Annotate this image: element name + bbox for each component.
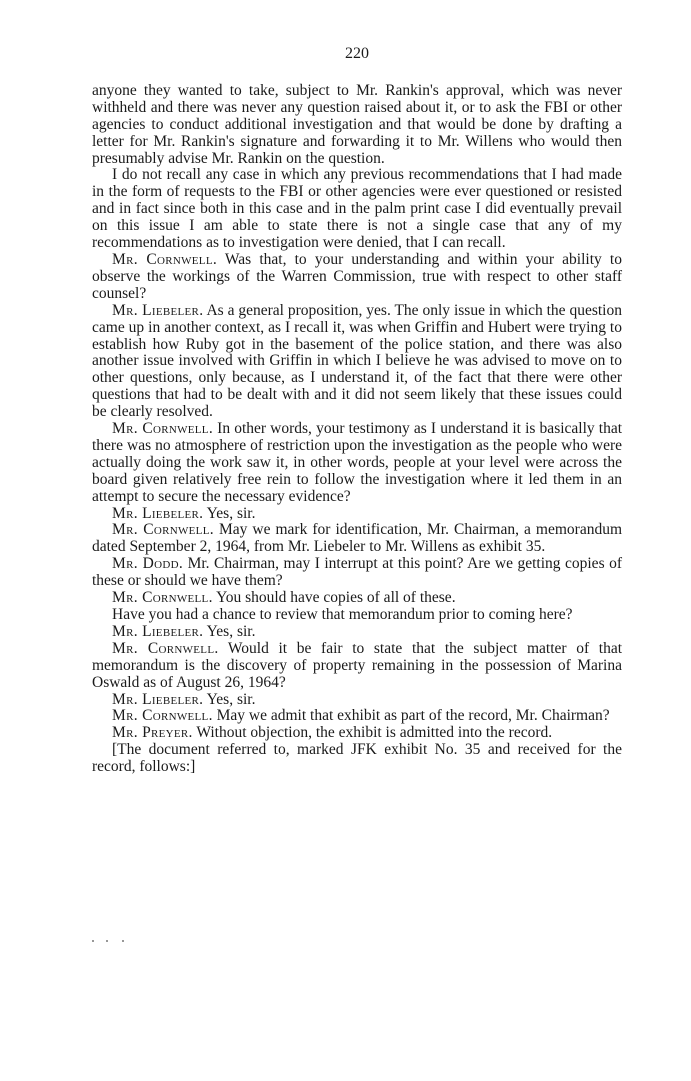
- paragraph: [92, 641, 622, 692]
- paragraph-text: You should have copies of all of these.: [216, 589, 456, 607]
- speaker-name: Mr. Preyer.: [112, 724, 193, 742]
- paragraph: [92, 624, 622, 641]
- document-page: [92, 46, 622, 776]
- paragraph: [92, 252, 622, 303]
- page-number: 220: [345, 45, 369, 62]
- speaker-name: Mr. Cornwell.: [112, 707, 213, 725]
- paragraph: [92, 692, 622, 709]
- paragraph: [92, 303, 622, 421]
- paragraph-text: As a general proposition, yes. The only issue in which the question came up in another context, as I recall it, was when Griffin and Hubert were trying to establish how Ruby got in the basement of the police station, and there was also another issue involved with Griffin in which I believe he was advised to move on to other questions, only because, as I understand it, of the fact that there were other questions that had to be dealt with and it did not seem likely that these issues could be clearly resolved.: [92, 301, 622, 421]
- speaker-name: Mr. Cornwell.: [112, 521, 214, 539]
- paragraph: [92, 506, 622, 523]
- paragraph-text: I do not recall any case in which any previous recommendations that I had made in the form of requests to the FBI or other agencies were ever questioned or resisted and in fact since both in this case and in the palm print case I did eventually prevail on this issue I am able to state there is not a single case that any of my recommendations as to investigation were denied, that I can recall.: [92, 166, 622, 252]
- paragraph-text: Without objection, the exhibit is admitted into the record.: [196, 724, 553, 742]
- paragraph-text: Mr. Chairman, may I interrupt at this point? Are we getting copies of these or should we have them?: [92, 555, 623, 590]
- scan-speck: [106, 940, 108, 942]
- paragraph-text: Yes, sir.: [206, 504, 256, 522]
- speaker-name: Mr. Cornwell.: [112, 639, 219, 657]
- speaker-name: Mr. Cornwell.: [112, 589, 213, 607]
- paragraph-text: Have you had a chance to review that memorandum prior to coming here?: [112, 606, 573, 623]
- paragraph: [92, 83, 622, 168]
- paragraph-text: anyone they wanted to take, subject to Mr. Rankin's approval, which was never withheld and there was never any question raised about it, or to ask the FBI or other agencies to conduct additional investigation and that would be done by drafting a letter for Mr. Rankin's signature and forwarding it to Mr. Willens who would then presumably advise Mr. Rankin on the question.: [92, 81, 622, 167]
- paragraph: [92, 421, 622, 506]
- scan-speck: [122, 940, 124, 942]
- speaker-name: Mr. Liebeler.: [112, 622, 204, 640]
- paragraph-text: May we mark for identification, Mr. Chairman, a memorandum dated September 2, 1964, from Mr. Liebeler to Mr. Willens as exhibit 35.: [92, 521, 622, 556]
- paragraph-text: Yes, sir.: [206, 690, 256, 708]
- speaker-name: Mr. Liebeler.: [112, 301, 204, 319]
- speaker-name: Mr. Liebeler.: [112, 690, 204, 708]
- paragraph: [92, 522, 622, 556]
- paragraph: [92, 725, 622, 742]
- scan-speck: [92, 940, 94, 942]
- paragraph: [92, 556, 622, 590]
- paragraph-text: Would it be fair to state that the subject matter of that memorandum is the discovery of property remaining in the possession of Marina Oswald as of August 26, 1964?: [92, 639, 623, 691]
- speaker-name: Mr. Liebeler.: [112, 504, 204, 522]
- paragraph-text: Was that, to your understanding and within your ability to observe the workings of the Warren Commission, true with respect to other staff counsel?: [92, 250, 622, 302]
- speaker-name: Mr. Cornwell.: [112, 250, 218, 268]
- paragraph: [92, 607, 622, 624]
- paragraph-text: [The document referred to, marked JFK exhibit No. 35 and received for the record, follows:]: [92, 741, 622, 776]
- paragraph: [92, 590, 622, 607]
- paragraph-text: In other words, your testimony as I understand it is basically that there was no atmosphere of restriction upon the investigation as the people who were actually doing the work saw it, in other words, people at your level were across the board given relatively free rein to follow the investigation where it led them in an attempt to secure the necessary evidence?: [92, 420, 623, 505]
- paragraph: [92, 742, 622, 776]
- speaker-name: Mr. Dodd.: [112, 555, 184, 573]
- paragraph-text: May we admit that exhibit as part of the record, Mr. Chairman?: [216, 707, 610, 725]
- paragraph-text: Yes, sir.: [206, 622, 256, 640]
- speaker-name: Mr. Cornwell.: [112, 420, 214, 438]
- paragraph: [92, 708, 622, 725]
- scan-specks: [92, 940, 132, 946]
- paragraph: [92, 167, 622, 252]
